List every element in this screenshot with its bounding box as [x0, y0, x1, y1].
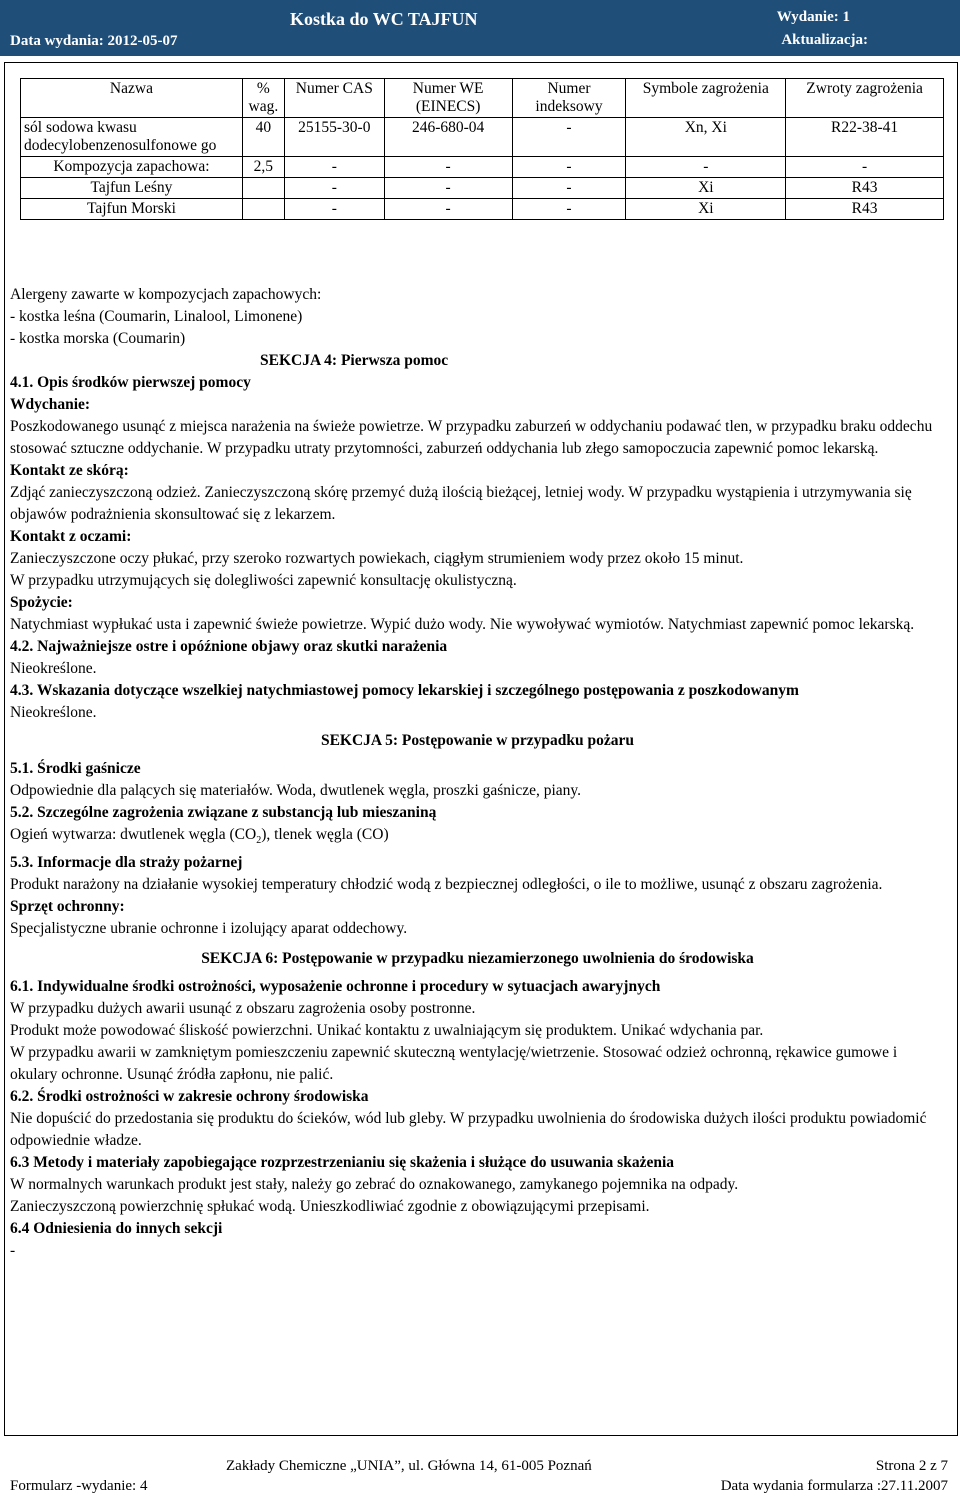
- subscript: 2: [256, 835, 262, 847]
- paragraph: -: [10, 1242, 16, 1260]
- table-cell: Tajfun Morski: [21, 199, 243, 220]
- col-header-phrases: Zwroty zagrożenia: [786, 79, 944, 118]
- table-cell: -: [384, 157, 512, 178]
- table-cell: sól sodowa kwasu dodecylobenzenosulfonowe go: [21, 118, 243, 157]
- table-cell: -: [512, 178, 626, 199]
- subheading-skin: Kontakt ze skórą:: [10, 462, 129, 479]
- table-cell: [242, 178, 284, 199]
- paragraph: Poszkodowanego usunąć z miejsca narażenia na świeże powietrze. W przypadku zaburzeń w oddychaniu podawać tlen, w przypadku braku oddechu stosować sztuczne oddychanie. W przypadku utraty przytomności, zaburzeń oddychania lub złego samopoczucia zapewnić pomoc lekarską.: [10, 418, 933, 457]
- paragraph: Zanieczyszczone oczy płukać, przy szeroko rozwartych powiekach, ciągłym strumieniem wody przez około 15 minut.: [10, 550, 744, 567]
- table-row: [21, 178, 944, 199]
- subsection-heading: 5.1. Środki gaśnicze: [10, 760, 141, 777]
- section-5-title: SEKCJA 5: Postępowanie w przypadku pożaru: [320, 732, 635, 749]
- page-footer: [0, 1444, 960, 1500]
- subsection-heading: 5.2. Szczególne zagrożenia związane z substancją lub mieszaniną: [10, 804, 437, 821]
- update-label: Aktualizacja:: [781, 32, 868, 48]
- page-number: Strona 2 z 7: [875, 1458, 948, 1474]
- subheading-inhalation: Wdychanie:: [10, 396, 91, 413]
- paragraph: Produkt może powodować śliskość powierzchni. Unikać kontaktu z uwalniającym się produktem. Unikać wdychania par.: [10, 1022, 764, 1040]
- table-cell: -: [284, 199, 384, 220]
- table-cell: Kompozycja zapachowa:: [21, 157, 243, 178]
- table-cell: Xi: [626, 178, 786, 199]
- subheading-equipment: Sprzęt ochronny:: [10, 898, 125, 916]
- text-part: ), tlenek węgla (CO): [261, 826, 389, 843]
- section-4-title: SEKCJA 4: Pierwsza pomoc: [260, 352, 449, 369]
- allergen-item: - kostka morska (Coumarin): [10, 330, 186, 347]
- table-cell: [242, 199, 284, 220]
- col-header-name: Nazwa: [21, 79, 243, 118]
- table-cell: 25155-30-0: [284, 118, 384, 157]
- table-cell: -: [284, 178, 384, 199]
- page-header: [0, 0, 960, 56]
- table-row: [21, 157, 944, 178]
- table-cell: 2,5: [242, 157, 284, 178]
- subsection-heading: 6.2. Środki ostrożności w zakresie ochrony środowiska: [10, 1088, 369, 1106]
- paragraph: Odpowiednie dla palących się materiałów. Woda, dwutlenek węgla, proszki gaśnicze, piany.: [10, 782, 582, 799]
- edition: Wydanie: 1: [776, 9, 850, 25]
- subsection-heading: 6.4 Odniesienia do innych sekcji: [10, 1220, 223, 1238]
- subsection-heading: 4.3. Wskazania dotyczące wszelkiej natychmiastowej pomocy lekarskiej i szczególnego postępowania z poszkodowanym: [10, 682, 799, 699]
- section-6-title: SEKCJA 6: Postępowanie w przypadku niezamierzonego uwolnienia do środowiska: [201, 950, 754, 968]
- paragraph: W przypadku dużych awarii usunąć z obszaru zagrożenia osoby postronne.: [10, 1000, 476, 1018]
- table-cell: 246-680-04: [384, 118, 512, 157]
- text-part: Ogień wytwarza: dwutlenek węgla (CO: [10, 826, 257, 843]
- table-cell: 40: [242, 118, 284, 157]
- company-address: Zakłady Chemiczne „UNIA”, ul. Główna 14, 61-005 Poznań: [226, 1458, 592, 1474]
- subsection-heading: 4.1. Opis środków pierwszej pomocy: [10, 374, 251, 391]
- table-row: [21, 118, 944, 157]
- col-header-symbols: Symbole zagrożenia: [626, 79, 786, 118]
- table-cell: Xi: [626, 199, 786, 220]
- table-cell: -: [512, 118, 626, 157]
- paragraph: Produkt narażony na działanie wysokiej temperatury chłodzić wodą z bezpiecznej odległości, o ile to możliwe, usunąć z obszaru zagrożenia.: [10, 876, 883, 894]
- table-cell: R43: [786, 199, 944, 220]
- table-cell: R43: [786, 178, 944, 199]
- subheading-ingestion: Spożycie:: [10, 594, 73, 611]
- subsection-heading: 6.3 Metody i materiały zapobiegające rozprzestrzenianiu się skażenia i służące do usuwania skażenia: [10, 1154, 675, 1172]
- allergen-item: - kostka leśna (Coumarin, Linalool, Limonene): [10, 308, 303, 325]
- paragraph: [10, 824, 945, 852]
- table-cell: -: [384, 178, 512, 199]
- table-cell: R22-38-41: [786, 118, 944, 157]
- paragraph: Specjalistyczne ubranie ochronne i izolujący aparat oddechowy.: [10, 920, 408, 938]
- paragraph: Zanieczyszczoną powierzchnię spłukać wodą. Unieszkodliwiać zgodnie z obowiązującymi przepisami.: [10, 1198, 650, 1216]
- table-cell: Tajfun Leśny: [21, 178, 243, 199]
- table-cell: -: [284, 157, 384, 178]
- subsection-heading: 4.2. Najważniejsze ostre i opóźnione objawy oraz skutki narażenia: [10, 638, 448, 655]
- col-header-we: Numer WE (EINECS): [384, 79, 512, 118]
- subheading-eyes: Kontakt z oczami:: [10, 528, 132, 545]
- table-cell: -: [626, 157, 786, 178]
- paragraph: Natychmiast wypłukać usta i zapewnić świeże powietrze. Wypić dużo wody. Nie wywoływać wymiotów. Natychmiast zapewnić pomoc lekarską.: [10, 616, 915, 633]
- document-body: [10, 284, 945, 1262]
- composition-table: [20, 78, 944, 220]
- table-cell: -: [786, 157, 944, 178]
- table-header-row: [21, 79, 944, 118]
- subsection-heading: 6.1. Indywidualne środki ostrożności, wyposażenie ochronne i procedury w sytuacjach awaryjnych: [10, 978, 661, 996]
- subsection-heading: 5.3. Informacje dla straży pożarnej: [10, 854, 243, 872]
- paragraph: Nieokreślone.: [10, 660, 97, 677]
- allergens-heading: Alergeny zawarte w kompozycjach zapachowych:: [10, 286, 322, 303]
- paragraph: W normalnych warunkach produkt jest stały, należy go zebrać do oznakowanego, zamykanego pojemnika na odpady.: [10, 1176, 739, 1194]
- form-date: Data wydania formularza :27.11.2007: [720, 1478, 948, 1494]
- paragraph: Zdjąć zanieczyszczoną odzież. Zanieczyszczoną skórę przemyć dużą ilością bieżącej, letniej wody. W przypadku wystąpienia i utrzymywania się objawów podrażnienia skonsultować się z lekarzem.: [10, 484, 912, 523]
- col-header-cas: Numer CAS: [284, 79, 384, 118]
- table-cell: -: [384, 199, 512, 220]
- table-cell: -: [512, 157, 626, 178]
- col-header-percent: % wag.: [242, 79, 284, 118]
- document-title: Kostka do WC TAJFUN: [290, 9, 478, 29]
- paragraph: Nieokreślone.: [10, 704, 97, 721]
- issue-date: Data wydania: 2012-05-07: [10, 33, 178, 49]
- table-cell: -: [512, 199, 626, 220]
- paragraph: W przypadku utrzymujących się dolegliwości zapewnić konsultację okulistyczną.: [10, 572, 517, 589]
- col-header-index: Numer indeksowy: [512, 79, 626, 118]
- form-edition: Formularz -wydanie: 4: [10, 1478, 148, 1494]
- paragraph: W przypadku awarii w zamkniętym pomieszczeniu zapewnić skuteczną wentylację/wietrzenie. Stosować odzież ochronną, rękawice gumowe i okulary ochronne. Usunąć źródła zapłonu, nie palić.: [10, 1044, 898, 1084]
- paragraph: Nie dopuścić do przedostania się produktu do ścieków, wód lub gleby. W przypadku uwolnienia do środowiska dużych ilości produktu powiadomić odpowiednie władze.: [10, 1110, 927, 1150]
- table-row: [21, 199, 944, 220]
- table-cell: Xn, Xi: [626, 118, 786, 157]
